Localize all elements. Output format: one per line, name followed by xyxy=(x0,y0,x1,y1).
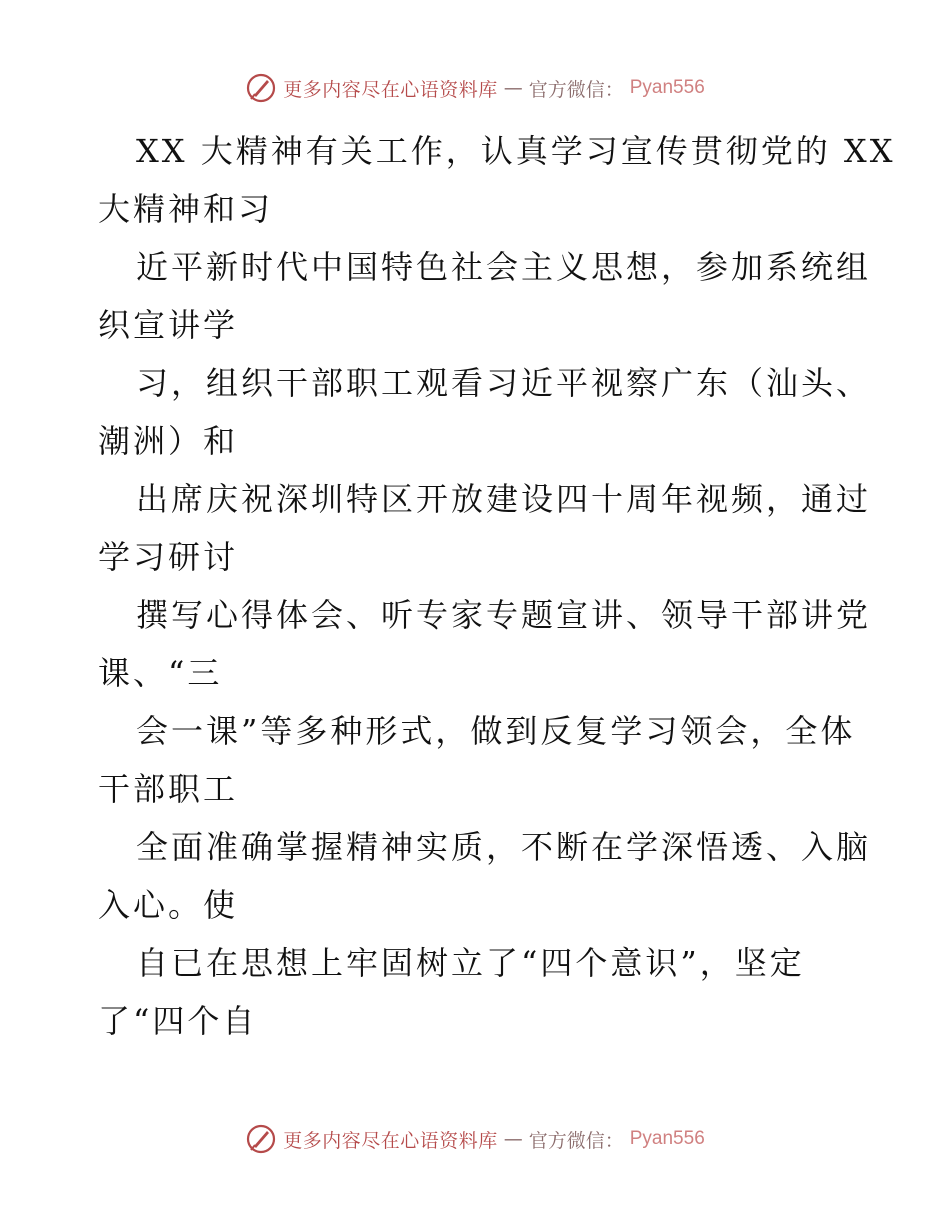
watermark-separator: — xyxy=(503,1128,523,1150)
watermark-wechat-id: Pyan556 xyxy=(629,77,705,98)
document-body xyxy=(98,122,896,1050)
watermark-wechat-label: 官方微信： xyxy=(528,78,624,101)
watermark-separator: — xyxy=(503,77,523,99)
text-line: 课、“三 xyxy=(98,654,223,692)
text-line: 全面准确掌握精神实质，不断在学深悟透、入脑 xyxy=(136,828,872,866)
footer-watermark xyxy=(0,1123,950,1155)
quill-logo-icon xyxy=(245,72,277,104)
quill-logo-icon xyxy=(245,1123,277,1155)
watermark-site-text: 更多内容尽在心语资料库 xyxy=(283,78,498,101)
text-line: XX 大精神有关工作，认真学习宣传贯彻党的 XX xyxy=(136,132,896,170)
text-line: 会一课”等多种形式，做到反复学习领会，全体 xyxy=(136,712,856,750)
header-watermark xyxy=(0,72,950,104)
text-line: 学习研讨 xyxy=(98,538,239,576)
watermark-site-text: 更多内容尽在心语资料库 xyxy=(283,1129,498,1152)
text-line: 织宣讲学 xyxy=(98,306,239,344)
text-line: 入心。使 xyxy=(98,886,239,924)
text-line: 近平新时代中国特色社会主义思想，参加系统组 xyxy=(136,248,872,286)
text-line: 了“四个自 xyxy=(98,1002,258,1040)
text-line: 撰写心得体会、听专家专题宣讲、领导干部讲党 xyxy=(136,596,872,634)
text-line: 习，组织干部职工观看习近平视察广东（汕头、 xyxy=(136,364,872,402)
text-line: 潮洲）和 xyxy=(98,422,239,460)
text-line: 出席庆祝深圳特区开放建设四十周年视频，通过 xyxy=(136,480,872,518)
watermark-wechat-label: 官方微信： xyxy=(528,1129,624,1152)
text-line: 大精神和习 xyxy=(98,190,274,228)
text-line: 干部职工 xyxy=(98,770,239,808)
text-line: 自已在思想上牢固树立了“四个意识”，坚定 xyxy=(136,944,805,982)
watermark-wechat-id: Pyan556 xyxy=(629,1128,705,1149)
